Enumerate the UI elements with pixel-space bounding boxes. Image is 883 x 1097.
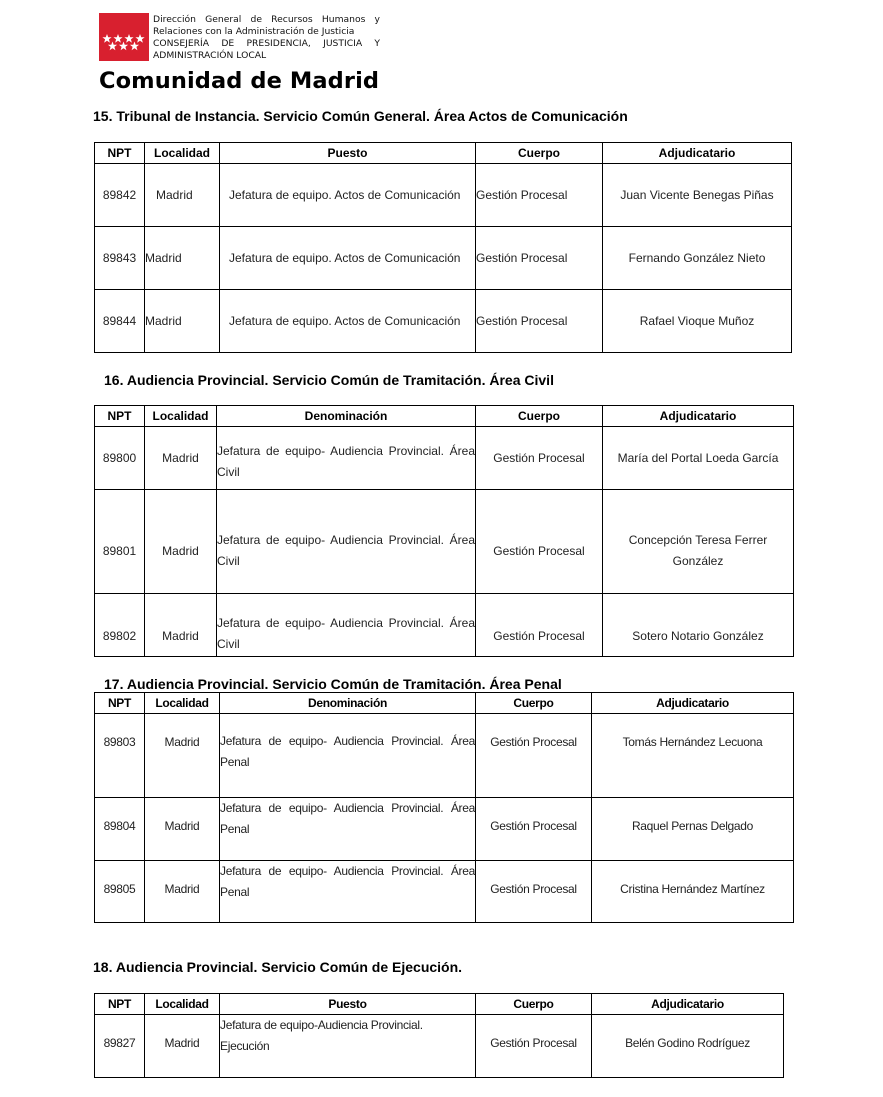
adjudicatario-cell: Tomás Hernández Lecuona — [592, 714, 794, 798]
table-row — [95, 1015, 784, 1078]
assignment-table — [94, 993, 784, 1078]
organization-block — [153, 14, 380, 61]
npt-cell: 89802 — [95, 594, 145, 657]
cuerpo-cell: Gestión Procesal — [476, 490, 603, 594]
denominacion-cell: Jefatura de equipo- Audiencia Provincial. Área Civil — [217, 594, 476, 657]
puesto-cell: Jefatura de equipo. Actos de Comunicación — [220, 227, 476, 290]
localidad-cell: Madrid — [145, 164, 220, 227]
table-row — [95, 164, 792, 227]
column-header: Adjudicatario — [603, 143, 792, 164]
adjudicatario-cell: María del Portal Loeda García — [603, 427, 794, 490]
table-row — [95, 714, 794, 798]
denominacion-cell: Jefatura de equipo- Audiencia Provincial. Área Penal — [220, 861, 476, 923]
assignment-table — [94, 692, 794, 923]
npt-cell: 89800 — [95, 427, 145, 490]
column-header: Denominación — [217, 406, 476, 427]
table-row — [95, 861, 794, 923]
npt-cell: 89804 — [95, 798, 145, 861]
table-row — [95, 798, 794, 861]
column-header: Puesto — [220, 143, 476, 164]
column-header: NPT — [95, 143, 145, 164]
column-header: NPT — [95, 994, 145, 1015]
adjudicatario-cell: Raquel Pernas Delgado — [592, 798, 794, 861]
table-row — [95, 227, 792, 290]
localidad-cell: Madrid — [145, 861, 220, 923]
cuerpo-cell: Gestión Procesal — [476, 427, 603, 490]
column-header: Adjudicatario — [603, 406, 794, 427]
localidad-cell: Madrid — [145, 427, 217, 490]
table-row — [95, 594, 794, 657]
table-header-row — [95, 143, 792, 164]
table-header-row — [95, 406, 794, 427]
section-title: 15. Tribunal de Instancia. Servicio Común General. Área Actos de Comunicación — [93, 108, 628, 124]
assignment-table — [94, 142, 792, 353]
column-header: Cuerpo — [476, 406, 603, 427]
npt-cell: 89801 — [95, 490, 145, 594]
localidad-cell: Madrid — [145, 714, 220, 798]
column-header: Localidad — [145, 143, 220, 164]
cuerpo-cell: Gestión Procesal — [476, 594, 603, 657]
adjudicatario-cell: Sotero Notario González — [603, 594, 794, 657]
denominacion-cell: Jefatura de equipo- Audiencia Provincial. Área Civil — [217, 427, 476, 490]
section-title: 17. Audiencia Provincial. Servicio Común de Tramitación. Área Penal — [104, 676, 562, 692]
org-line: ADMINISTRACIÓN LOCAL — [153, 49, 267, 61]
localidad-cell: Madrid — [145, 594, 217, 657]
column-header: NPT — [95, 693, 145, 714]
npt-cell: 89803 — [95, 714, 145, 798]
table-header-row — [95, 994, 784, 1015]
column-header: Localidad — [145, 406, 217, 427]
brand-title: Comunidad de Madrid — [99, 68, 380, 94]
assignment-table — [94, 405, 794, 657]
npt-cell: 89805 — [95, 861, 145, 923]
npt-cell: 89844 — [95, 290, 145, 353]
org-line: CONSEJERÍA DE PRESIDENCIA, JUSTICIA Y — [153, 38, 380, 49]
adjudicatario-cell: Fernando González Nieto — [603, 227, 792, 290]
table-row — [95, 427, 794, 490]
localidad-cell: Madrid — [145, 227, 220, 290]
column-header: Denominación — [220, 693, 476, 714]
section-title: 16. Audiencia Provincial. Servicio Común de Tramitación. Área Civil — [104, 372, 554, 388]
adjudicatario-cell: Juan Vicente Benegas Piñas — [603, 164, 792, 227]
puesto-cell: Jefatura de equipo-Audiencia Provincial. Ejecución — [220, 1015, 476, 1078]
puesto-cell: Jefatura de equipo. Actos de Comunicación — [220, 290, 476, 353]
column-header: Adjudicatario — [592, 693, 794, 714]
localidad-cell: Madrid — [145, 1015, 220, 1078]
npt-cell: 89843 — [95, 227, 145, 290]
cuerpo-cell: Gestión Procesal — [476, 290, 603, 353]
table-header-row — [95, 693, 794, 714]
npt-cell: 89842 — [95, 164, 145, 227]
npt-cell: 89827 — [95, 1015, 145, 1078]
column-header: Localidad — [145, 693, 220, 714]
adjudicatario-cell: Cristina Hernández Martínez — [592, 861, 794, 923]
column-header: Cuerpo — [476, 994, 592, 1015]
localidad-cell: Madrid — [145, 798, 220, 861]
column-header: Puesto — [220, 994, 476, 1015]
column-header: Localidad — [145, 994, 220, 1015]
table-row — [95, 490, 794, 594]
localidad-cell: Madrid — [145, 490, 217, 594]
cuerpo-cell: Gestión Procesal — [476, 227, 603, 290]
cuerpo-cell: Gestión Procesal — [476, 164, 603, 227]
table-row — [95, 290, 792, 353]
denominacion-cell: Jefatura de equipo- Audiencia Provincial. Área Penal — [220, 714, 476, 798]
comunidad-de-madrid-flag-icon — [99, 13, 149, 61]
puesto-cell: Jefatura de equipo. Actos de Comunicación — [220, 164, 476, 227]
adjudicatario-cell: Concepción Teresa Ferrer González — [603, 490, 794, 594]
column-header: Adjudicatario — [592, 994, 784, 1015]
localidad-cell: Madrid — [145, 290, 220, 353]
denominacion-cell: Jefatura de equipo- Audiencia Provincial. Área Civil — [217, 490, 476, 594]
column-header: Cuerpo — [476, 143, 603, 164]
org-line: Dirección General de Recursos Humanos y — [153, 14, 380, 25]
cuerpo-cell: Gestión Procesal — [476, 1015, 592, 1078]
cuerpo-cell: Gestión Procesal — [476, 861, 592, 923]
cuerpo-cell: Gestión Procesal — [476, 714, 592, 798]
column-header: Cuerpo — [476, 693, 592, 714]
adjudicatario-cell: Belén Godino Rodríguez — [592, 1015, 784, 1078]
adjudicatario-cell: Rafael Vioque Muñoz — [603, 290, 792, 353]
section-title: 18. Audiencia Provincial. Servicio Común de Ejecución. — [93, 959, 463, 975]
denominacion-cell: Jefatura de equipo- Audiencia Provincial. Área Penal — [220, 798, 476, 861]
column-header: NPT — [95, 406, 145, 427]
org-line: Relaciones con la Administración de Justicia — [153, 25, 355, 37]
cuerpo-cell: Gestión Procesal — [476, 798, 592, 861]
